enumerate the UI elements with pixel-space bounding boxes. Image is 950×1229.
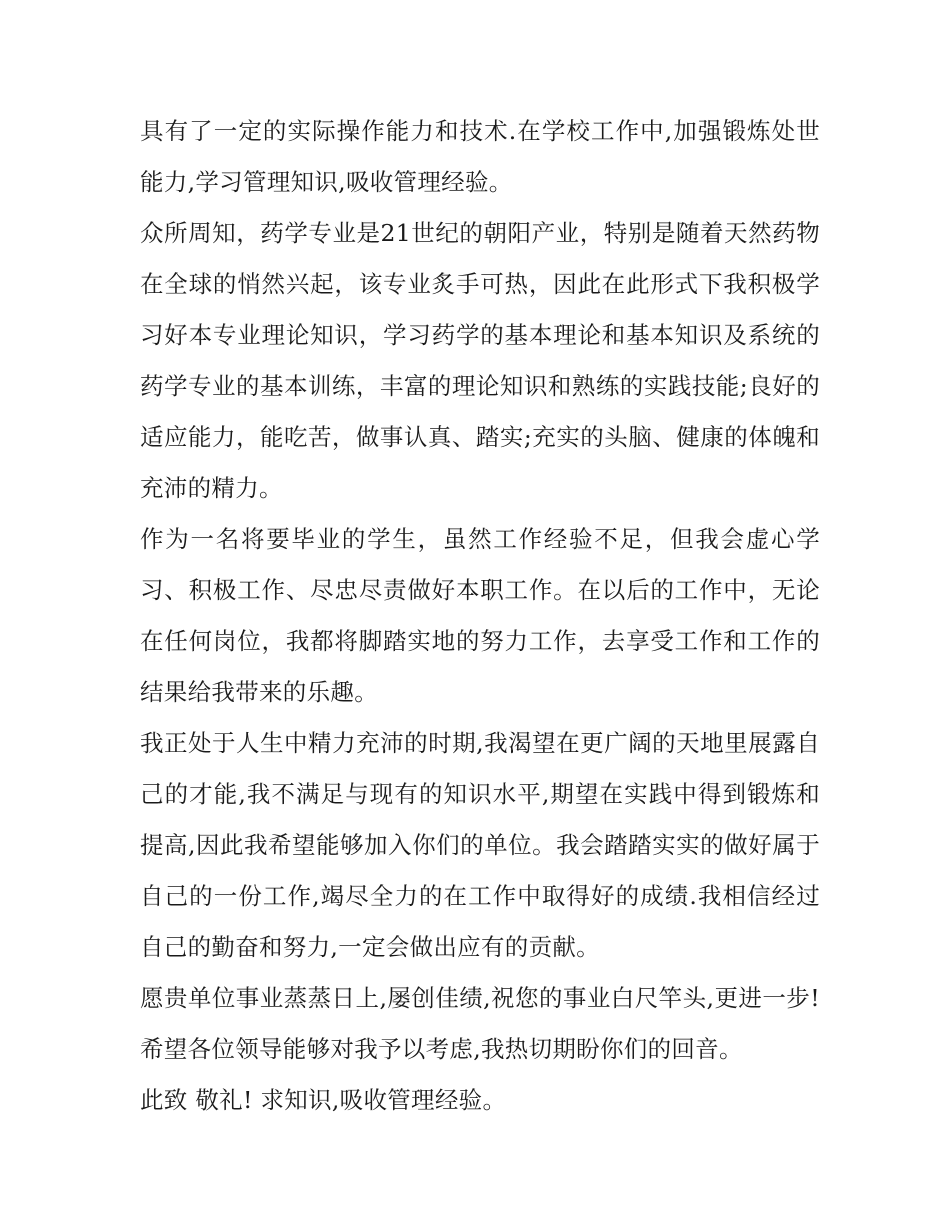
paragraph-pharmacy-major: 众所周知，药学专业是21世纪的朝阳产业，特别是随着天然药物在全球的悄然兴起，该专业炙手可热，因此在此形式下我积极学习好本专业理论知识，学习药学的基本理论和基本知识及系统的药学专业的基本训练，丰富的理论知识和熟练的实践技能;良好的适应能力，能吃苦，做事认真、踏实;充实的头脑、健康的体魄和充沛的精力。 <box>140 219 820 502</box>
paragraph-aspiration: 我正处于人生中精力充沛的时期,我渴望在更广阔的天地里展露自己的才能,我不满足与现有的知识水平,期望在实践中得到锻炼和提高,因此我希望能够加入你们的单位。我会踏踏实实的做好属于自己的一份工作,竭尽全力的在工作中取得好的成绩.我相信经过自己的勤奋和努力,一定会做出应有的贡献。 <box>140 729 820 961</box>
paragraph-intro: 具有了一定的实际操作能力和技术.在学校工作中,加强锻炼处世能力,学习管理知识,吸收管理经验。 <box>140 117 820 196</box>
letter-body <box>140 106 820 1126</box>
paragraph-graduate-attitude: 作为一名将要毕业的学生，虽然工作经验不足，但我会虚心学习、积极工作、尽忠尽责做好本职工作。在以后的工作中，无论在任何岗位，我都将脚踏实地的努力工作，去享受工作和工作的结果给我带来的乐趣。 <box>140 525 820 706</box>
paragraph-closing: 此致 敬礼! 求知识,吸收管理经验。 <box>140 1086 507 1114</box>
paragraph-wishes: 愿贵单位事业蒸蒸日上,屡创佳绩,祝您的事业白尺竿头,更进一步!希望各位领导能够对我予以考虑,我热切期盼你们的回音。 <box>140 984 820 1063</box>
